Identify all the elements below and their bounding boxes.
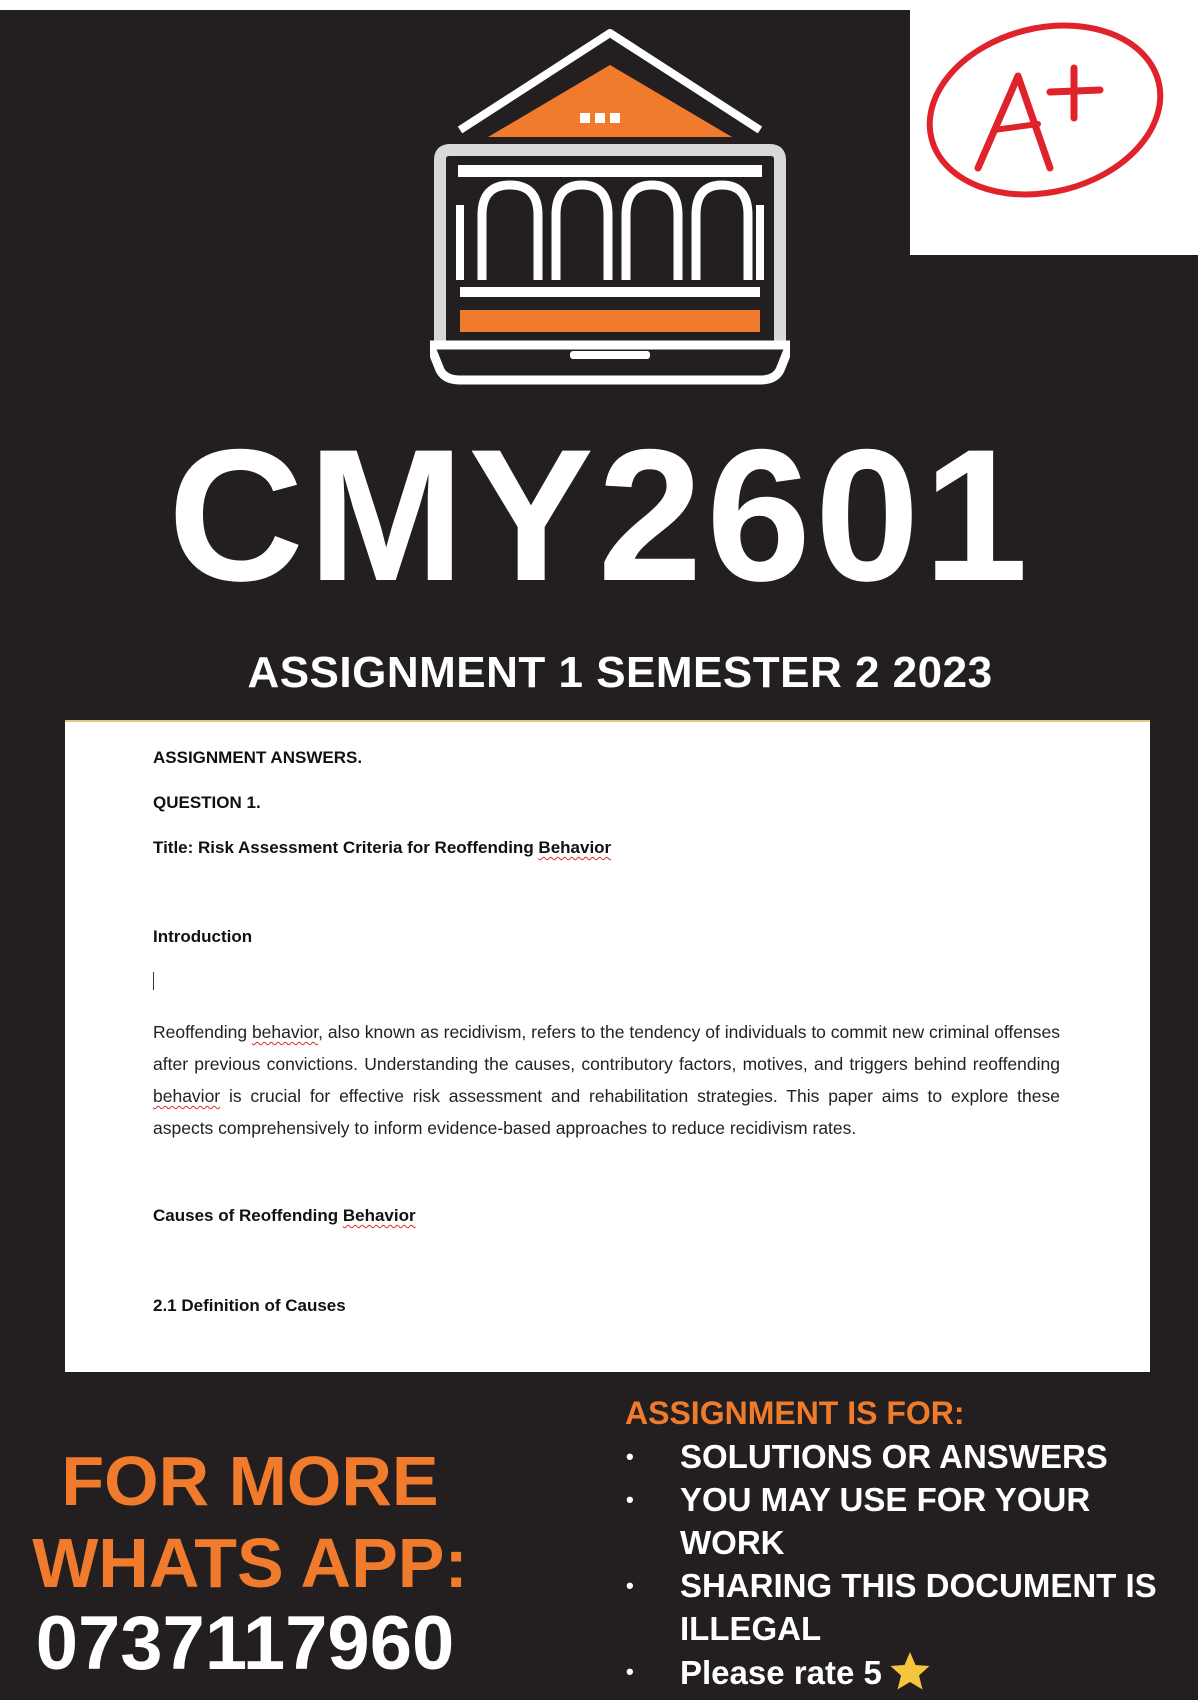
document-title xyxy=(153,838,1060,858)
assignment-subtitle: ASSIGNMENT 1 SEMESTER 2 2023 xyxy=(247,648,993,697)
bullet-icon: • xyxy=(626,1573,634,1598)
purpose-item xyxy=(620,1650,1180,1702)
purpose-item xyxy=(620,1478,1180,1564)
document-preview xyxy=(65,720,1150,1372)
introduction-paragraph xyxy=(153,1016,1060,1144)
laptop-building-icon xyxy=(430,25,790,400)
spellcheck-flagged-word: Behavior xyxy=(342,1206,416,1225)
contact-callout xyxy=(20,1440,480,1604)
purpose-item xyxy=(620,1564,1180,1650)
purpose-item-text: Please rate 5 xyxy=(680,1654,882,1691)
purpose-item-text: SOLUTIONS OR ANSWERS xyxy=(680,1438,1108,1475)
purpose-item-text: SHARING THIS DOCUMENT IS ILLEGAL xyxy=(680,1567,1157,1647)
paragraph-text: Reoffending xyxy=(153,1022,252,1042)
spellcheck-flagged-word: behavior xyxy=(251,1022,319,1042)
spellcheck-flagged-word: behavior xyxy=(153,1086,221,1106)
course-code: CMY2601 xyxy=(168,410,1032,620)
star-icon xyxy=(888,1650,932,1702)
spellcheck-flagged-word: Behavior xyxy=(538,838,612,857)
contact-line-1: FOR MORE xyxy=(61,1442,439,1520)
whatsapp-phone-number: 0737117960 xyxy=(35,1601,455,1686)
heading-causes xyxy=(153,1206,1060,1226)
paragraph-text: is crucial for effective risk assessment and rehabilitation strategies. This paper aims to explore these aspects comprehensively to inform evidence-based approaches to reduce recidivism rates. xyxy=(153,1086,1060,1138)
heading-text: Causes of Reoffending xyxy=(153,1206,343,1225)
heading-assignment-answers: ASSIGNMENT ANSWERS. xyxy=(153,748,363,767)
purpose-list xyxy=(620,1435,1180,1702)
university-laptop-logo xyxy=(430,25,790,405)
bullet-icon: • xyxy=(626,1487,634,1512)
heading-definition-of-causes: 2.1 Definition of Causes xyxy=(153,1296,346,1315)
grade-stamp xyxy=(910,0,1200,255)
contact-line-2: WHATS APP: xyxy=(32,1524,468,1602)
bullet-icon: • xyxy=(626,1659,634,1684)
paragraph-text: , also known as recidivism, refers to the tendency of individuals to commit new criminal offenses after previous convictions. Understanding the causes, contributory factors, motives, and triggers behind reoffending xyxy=(153,1022,1060,1074)
purpose-title: ASSIGNMENT IS FOR: xyxy=(625,1395,965,1431)
grade-stamp-drawing xyxy=(910,0,1200,255)
heading-introduction: Introduction xyxy=(153,927,253,946)
title-text: Title: Risk Assessment Criteria for Reoffending xyxy=(153,838,539,857)
heading-question: QUESTION 1. xyxy=(153,793,261,812)
purpose-item-text: YOU MAY USE FOR YOUR WORK xyxy=(680,1481,1091,1561)
text-cursor xyxy=(153,972,154,990)
purpose-item xyxy=(620,1435,1180,1478)
bullet-icon: • xyxy=(626,1444,634,1469)
